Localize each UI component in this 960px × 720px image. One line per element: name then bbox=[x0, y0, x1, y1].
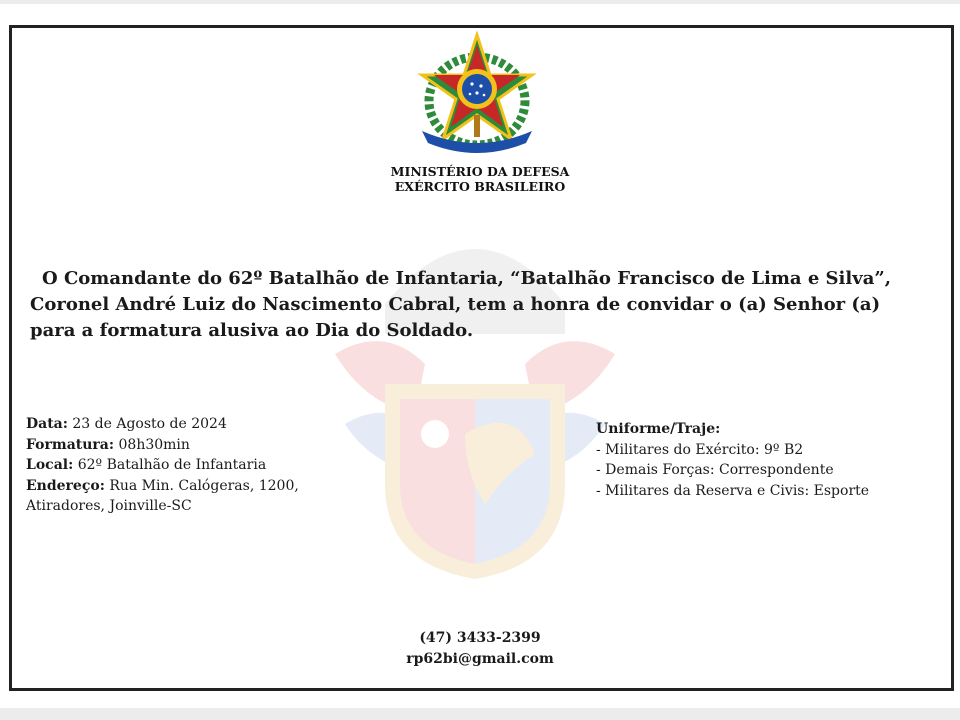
invitation-page bbox=[0, 4, 960, 708]
uniform-item: - Demais Forças: Correspondente bbox=[596, 462, 834, 478]
invitation-text bbox=[30, 266, 950, 344]
uniform-item: - Militares da Reserva e Civis: Esporte bbox=[596, 482, 870, 499]
formatura-row bbox=[26, 435, 299, 456]
uniform-title: Uniforme/Traje: bbox=[596, 421, 721, 437]
event-details bbox=[26, 414, 299, 517]
address-value-line2: Atiradores, Joinville-SC bbox=[26, 498, 192, 514]
local-label: Local: bbox=[26, 457, 74, 473]
date-row bbox=[26, 414, 299, 435]
invitation-line-3: para a formatura alusiva ao Dia do Soldado. bbox=[30, 320, 474, 341]
phone-number: (47) 3433-2399 bbox=[419, 630, 541, 646]
date-label: Data: bbox=[26, 416, 68, 432]
army-title: EXÉRCITO BRASILEIRO bbox=[394, 179, 566, 194]
formatura-value: 08h30min bbox=[118, 436, 190, 453]
date-value: 23 de Agosto de 2024 bbox=[72, 416, 227, 432]
coat-of-arms-emblem bbox=[414, 31, 540, 157]
address-value-line1: Rua Min. Calógeras, 1200, bbox=[109, 477, 299, 494]
email-address: rp62bi@gmail.com bbox=[406, 651, 554, 667]
ministry-header bbox=[0, 164, 960, 194]
invitation-line-1: O Comandante do 62º Batalhão de Infantaria, “Batalhão Francisco de Lima e Silva”, bbox=[42, 268, 891, 289]
ministry-title: MINISTÉRIO DA DEFESA bbox=[390, 164, 570, 179]
address-row bbox=[26, 476, 299, 497]
address-label: Endereço: bbox=[26, 477, 105, 494]
local-value: 62º Batalhão de Infantaria bbox=[77, 457, 267, 473]
formatura-label: Formatura: bbox=[26, 436, 115, 453]
uniform-item: - Militares do Exército: 9º B2 bbox=[596, 441, 804, 458]
local-row bbox=[26, 455, 299, 476]
contact-info bbox=[0, 628, 960, 670]
invitation-line-2: Coronel André Luiz do Nascimento Cabral, tem a honra de convidar o (a) Senhor (a) bbox=[30, 294, 881, 315]
uniform-section bbox=[596, 419, 869, 501]
